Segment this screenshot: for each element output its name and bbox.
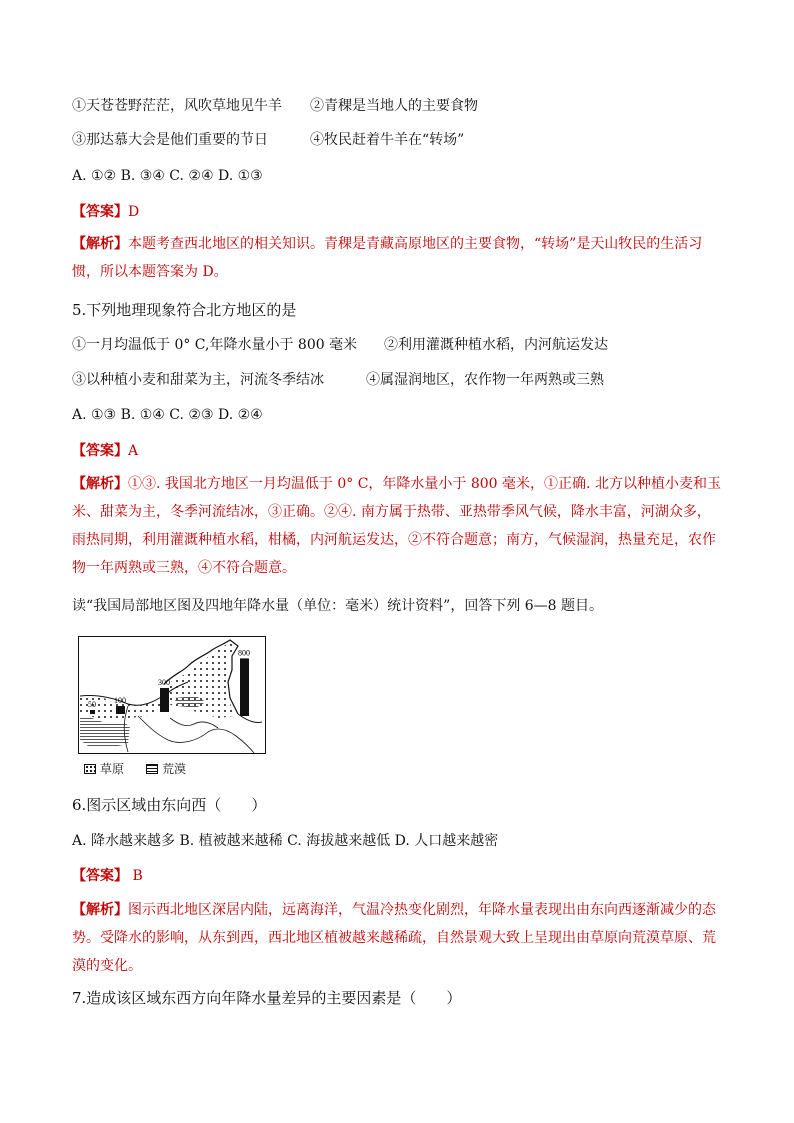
analysis-tag: 【解析】 [72,476,128,492]
answer-value: A [128,443,139,459]
precip-bar-50 [90,710,95,714]
desert-swatch-icon [146,764,158,774]
q4-option-4: ④牧民赶着牛羊在“转场” [310,132,465,148]
precip-bar-label: 300 [158,678,170,687]
q5-option-4: ④属湿润地区，农作物一年两熟或三熟 [366,372,604,388]
q4-choices: A. ①② B. ③④ C. ②④ D. ①③ [72,168,263,184]
q5-answer [72,441,138,461]
precip-bar-label: 50 [88,700,96,709]
q4-option-2: ②青稞是当地人的主要食物 [310,98,478,114]
legend-desert-label: 荒漠 [162,762,187,776]
precip-bar-800 [240,658,249,716]
precip-bar-label: 100 [114,696,126,705]
legend-grassland [84,760,124,777]
q6-choices: A. 降水越来越多 B. 植被越来越稀 C. 海拔越来越低 D. 人口越来越密 [72,833,499,849]
precip-bar-100 [116,706,125,714]
q4-option-3: ③那达慕大会是他们重要的节日 [72,132,268,148]
answer-tag: 【答案】 [72,868,128,884]
section-intro: 读“我国局部地区图及四地年降水量（单位：毫米）统计资料”，回答下列 6—8 题目。 [72,598,604,614]
answer-tag: 【答案】 [72,204,128,220]
answer-tag: 【答案】 [72,443,128,459]
q7-stem: 7.造成该区域东西方向年降水量差异的主要因素是（ ） [72,989,462,1007]
analysis-text: 本题考查西北地区的相关知识。青稞是青藏高原地区的主要食物，“转场”是天山牧民的生活习惯，所以本题答案为 D。 [72,236,703,280]
analysis-text: ①③. 我国北方地区一月均温低于 0° C，年降水量小于 800 毫米，①正确. 北方以种植小麦和玉米、甜菜为主，冬季河流结冰，③正确。②④. 南方属于热带、亚热带季风气候，降水丰富，河湖众多，雨热同期，利用灌溉种植水稻，柑橘，内河航运发达，②不符合题意；南方，气候湿润，热量充足，农作物一年两熟或三熟，④不符合题意。 [72,476,721,576]
q6-answer [72,866,143,886]
analysis-tag: 【解析】 [72,236,128,252]
q4-option-1: ①天苍苍野茫茫，风吹草地见牛羊 [72,98,282,114]
q5-option-1: ①一月均温低于 0° C,年降水量小于 800 毫米 [72,337,358,353]
q6-stem: 6.图示区域由东向西（ ） [72,796,267,814]
q5-option-2: ②利用灌溉种植水稻，内河航运发达 [384,337,608,353]
precip-bar-label: 800 [238,648,250,658]
legend-desert [146,760,186,777]
precip-bar-300 [160,688,169,712]
q5-analysis [72,470,724,582]
analysis-tag: 【解析】 [72,902,128,918]
legend-grassland-label: 草原 [100,762,125,776]
analysis-text: 图示西北地区深居内陆，远离海洋，气温冷热变化剧烈，年降水量表现出由东向西逐渐减少的态势。受降水的影响，从东到西，西北地区植被越来越稀疏，自然景观大致上呈现出由草原向荒漠草原、荒漠的变化。 [72,902,716,974]
q6-analysis [72,896,724,980]
q5-stem: 5.下列地理现象符合北方地区的是 [72,301,297,319]
q4-answer [72,202,139,222]
q4-analysis [72,230,724,286]
q5-choices: A. ①③ B. ①④ C. ②③ D. ②④ [72,407,263,423]
q5-option-3: ③以种植小麦和甜菜为主，河流冬季结冰 [72,372,324,388]
answer-value: D [128,204,140,220]
grassland-swatch-icon [84,764,96,774]
regional-map-figure [78,636,266,754]
answer-value: B [128,868,143,884]
